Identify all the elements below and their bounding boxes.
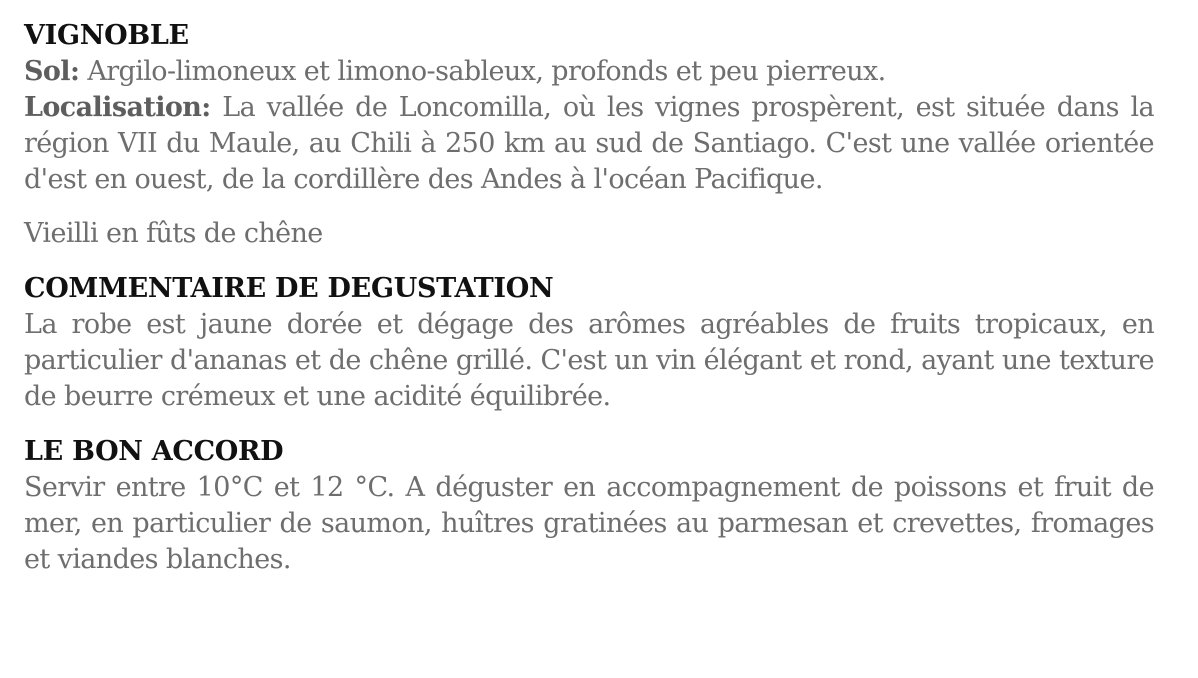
degustation-section [24,271,1154,415]
sol-line [24,54,1154,90]
localisation-text: La vallée de Loncomilla, où les vignes prospèrent, est située dans la région VII du Maule, au Chili à 250 km au sud de Santiago. C'est une vallée orientée d'est en ouest, de la cordillère des Andes à l'océan Pacifique. [24,92,1155,195]
aging-text: Vieilli en fûts de chêne [24,218,323,249]
sol-text: Argilo-limoneux et limono-sableux, profonds et peu pierreux. [87,56,886,87]
localisation-paragraph [24,90,1154,198]
degustation-text: La robe est jaune dorée et dégage des arômes agréables de fruits tropicaux, en particulier d'ananas et de chêne grillé. C'est un vin élégant et rond, ayant une texture de beurre crémeux et une acidité équilibrée. [24,309,1154,412]
accord-heading: LE BON ACCORD [24,436,284,467]
wine-sheet [24,18,1154,578]
localisation-label: Localisation: [24,92,211,123]
vignoble-section [24,18,1154,252]
degustation-heading: COMMENTAIRE DE DEGUSTATION [24,273,554,304]
vignoble-heading: VIGNOBLE [24,20,189,51]
accord-text: Servir entre 10°C et 12 °C. A déguster en accompagnement de poissons et fruit de mer, en particulier de saumon, huîtres gratinées au parmesan et crevettes, fromages et viandes blanches. [24,472,1154,575]
sol-label: Sol: [24,56,80,87]
accord-section [24,434,1154,578]
